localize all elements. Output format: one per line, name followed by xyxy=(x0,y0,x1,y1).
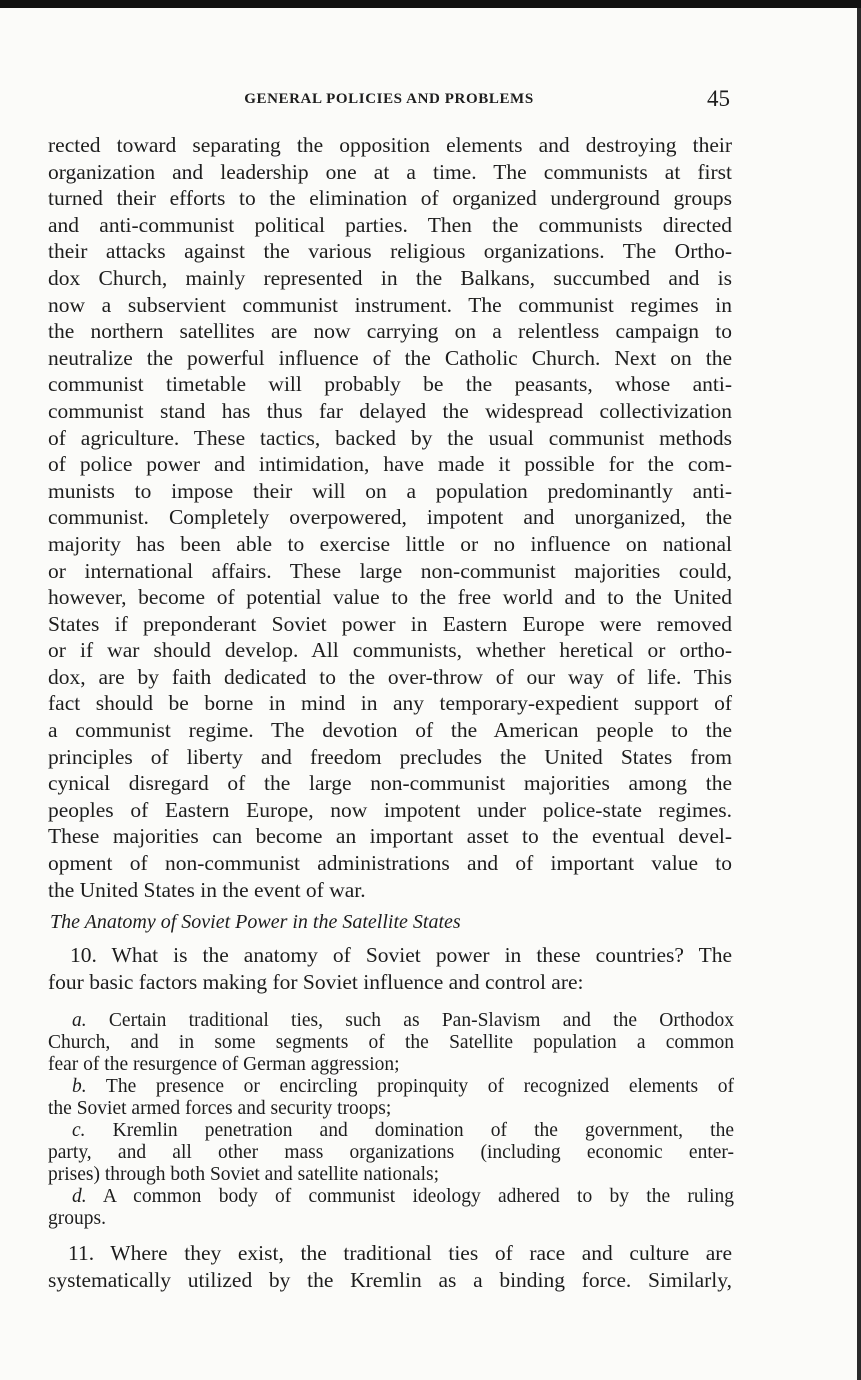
text-line: States if preponderant Soviet power in Eastern Europe were removed xyxy=(48,611,732,636)
list-item-letter: a. xyxy=(72,1010,87,1031)
list-item-line xyxy=(48,1186,734,1208)
text-line: 10. What is the anatomy of Soviet power in these countries? The xyxy=(70,943,732,967)
text-line: or if war should develop. All communists, whether heretical or ortho- xyxy=(48,638,732,663)
list-item-letter: c. xyxy=(72,1120,86,1141)
text-line: turned their efforts to the elimination of organized underground groups xyxy=(48,186,732,211)
list-item-line: Church, and in some segments of the Satellite population a common xyxy=(48,1032,734,1053)
text-line: the northern satellites are now carrying on a relentless campaign to xyxy=(48,319,732,344)
page-right-edge xyxy=(857,8,861,1380)
text-line: now a subservient communist instrument. The communist regimes in xyxy=(48,292,732,317)
text-line: peoples of Eastern Europe, now impotent under police-state regimes. xyxy=(48,797,732,822)
text-line: or international affairs. These large non-communist majorities could, xyxy=(48,558,732,583)
list-item-line xyxy=(48,1010,734,1032)
text-line: cynical disregard of the large non-communist majorities among the xyxy=(48,771,732,796)
text-line: of police power and intimidation, have made it possible for the com- xyxy=(48,452,732,477)
page-top-edge xyxy=(0,0,861,8)
text-line: majority has been able to exercise little or no influence on national xyxy=(48,531,732,556)
list-item-text: Kremlin penetration and domination of the government, the xyxy=(112,1120,734,1141)
paragraph-11 xyxy=(48,1240,732,1293)
list-item-letter: b. xyxy=(72,1076,87,1097)
text-line: rected toward separating the opposition elements and destroying their xyxy=(48,133,732,157)
text-line: systematically utilized by the Kremlin as a binding force. Similarly, xyxy=(48,1267,732,1292)
text-line: 11. Where they exist, the traditional ties of race and culture are xyxy=(68,1241,732,1265)
text-line: principles of liberty and freedom precludes the United States from xyxy=(48,744,732,769)
list-item-b xyxy=(48,1076,734,1120)
text-line: communist. Completely overpowered, impotent and unorganized, the xyxy=(48,505,732,530)
text-line: These majorities can become an important asset to the eventual devel- xyxy=(48,824,732,849)
text-line: of agriculture. These tactics, backed by the usual communist methods xyxy=(48,425,732,450)
text-line: dox Church, mainly represented in the Balkans, succumbed and is xyxy=(48,265,732,290)
text-line: communist timetable will probably be the peasants, whose anti- xyxy=(48,372,732,397)
text-line: neutralize the powerful influence of the Catholic Church. Next on the xyxy=(48,345,732,370)
list-item-letter: d. xyxy=(72,1186,87,1207)
text-line: and anti-communist political parties. Then the communists directed xyxy=(48,212,732,237)
text-line: opment of non-communist administrations and of important value to xyxy=(48,851,732,876)
text-line: communist stand has thus far delayed the widespread collectivization xyxy=(48,398,732,423)
text-line: fact should be borne in mind in any temporary-expedient support of xyxy=(48,691,732,716)
factor-list xyxy=(48,1010,734,1230)
list-item-text: A common body of communist ideology adhered to by the ruling xyxy=(102,1186,734,1207)
list-item-line: the Soviet armed forces and security troops; xyxy=(48,1098,392,1119)
list-item-d xyxy=(48,1186,734,1230)
text-line: four basic factors making for Soviet influence and control are: xyxy=(48,969,584,994)
running-title: GENERAL POLICIES AND PROBLEMS xyxy=(244,91,534,107)
list-item-line: party, and all other mass organizations (including economic enter- xyxy=(48,1142,734,1163)
list-item-text: The presence or encircling propinquity of recognized elements of xyxy=(105,1076,734,1097)
list-item-line: groups. xyxy=(48,1208,106,1229)
list-item-text: Certain traditional ties, such as Pan-Slavism and the Orthodox xyxy=(108,1010,734,1031)
list-item-a xyxy=(48,1010,734,1076)
text-line: organization and leadership one at a time. The communists at first xyxy=(48,159,732,184)
running-header xyxy=(48,86,730,114)
text-line: however, become of potential value to the free world and to the United xyxy=(48,585,732,610)
text-line: a communist regime. The devotion of the American people to the xyxy=(48,718,732,743)
section-heading: The Anatomy of Soviet Power in the Satellite States xyxy=(50,911,461,933)
text-line: munists to impose their will on a population predominantly anti- xyxy=(48,478,732,503)
text-line: dox, are by faith dedicated to the over-throw of our way of life. This xyxy=(48,664,732,689)
list-item-line: prises) through both Soviet and satellite nationals; xyxy=(48,1164,440,1185)
body-paragraph xyxy=(48,132,732,903)
text-line: the United States in the event of war. xyxy=(48,877,366,902)
page-number: 45 xyxy=(707,86,730,111)
list-item-c xyxy=(48,1120,734,1186)
list-item-line xyxy=(48,1120,734,1142)
list-item-line xyxy=(48,1076,734,1098)
text-line: their attacks against the various religious organizations. The Ortho- xyxy=(48,239,732,264)
paragraph-10 xyxy=(48,942,732,995)
list-item-line: fear of the resurgence of German aggression; xyxy=(48,1054,400,1075)
